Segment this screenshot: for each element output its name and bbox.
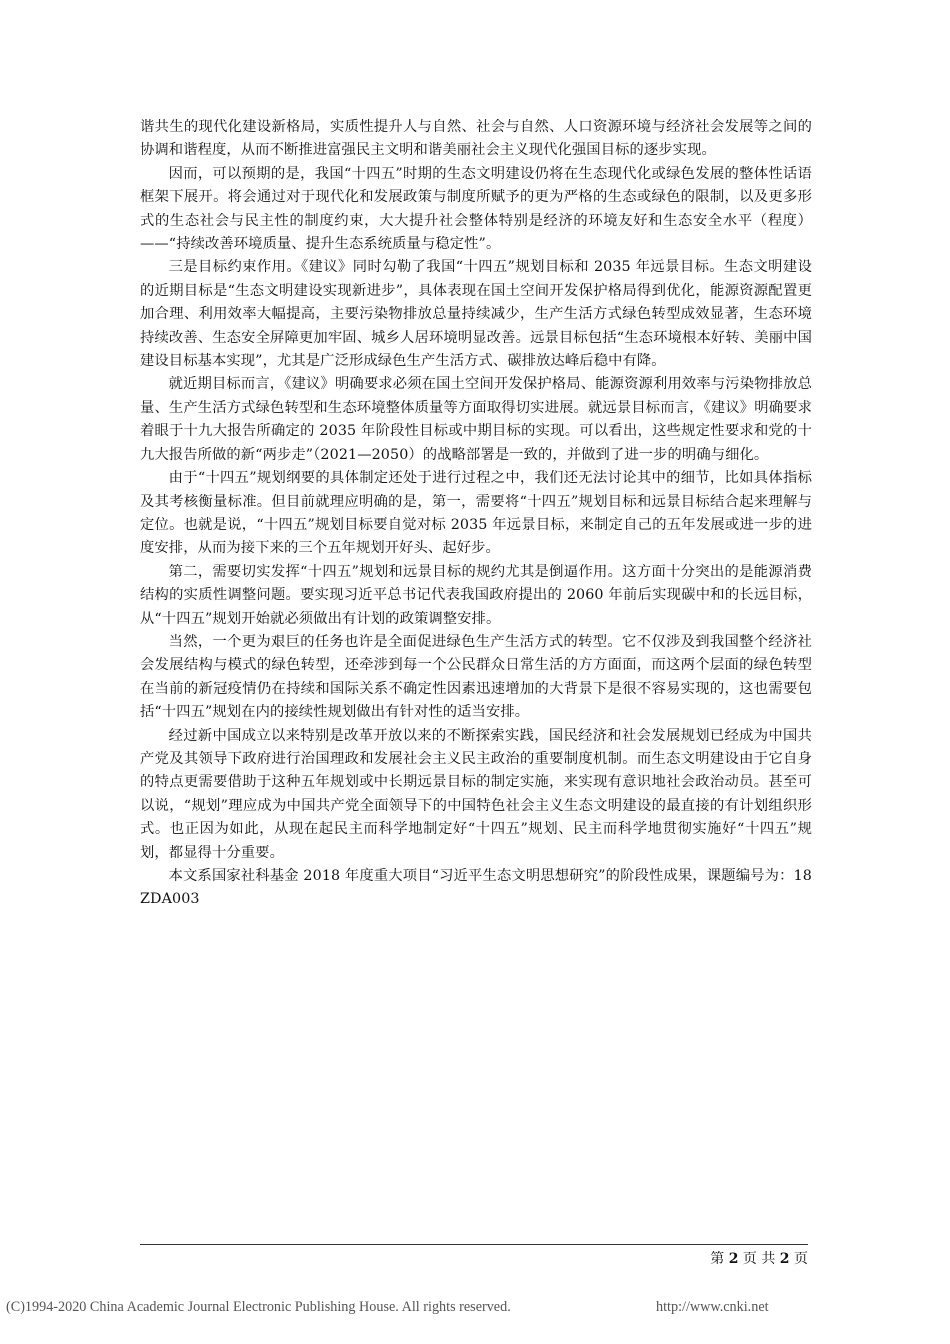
funding-note: 本文系国家社科基金 2018 年度重大项目“习近平生态文明思想研究”的阶段性成果，课题编号为：18ZDA003 (140, 868, 812, 908)
page-number (710, 1250, 808, 1268)
body-paragraph: 因而，可以预期的是，我国“十四五”时期的生态文明建设仍将在生态现代化或绿色发展的整体性话语框架下展开。将会通过对于现代化和发展政策与制度所赋予的更为严格的生态或绿色的限制，以及更多形式的生态社会与民主性的制度约束，大大提升社会整体特别是经济的环境友好和生态安全水平（程度）——“持续改善环境质量、提升生态系统质量与稳定性”。 (140, 165, 812, 253)
footer-divider (140, 1244, 808, 1245)
body-paragraph: 由于“十四五”规划纲要的具体制定还处于进行过程之中，我们还无法讨论其中的细节，比如具体指标及其考核衡量标准。但目前就理应明确的是，第一，需要将“十四五”规划目标和远景目标结合起来理解与定位。也就是说，“十四五”规划目标要自觉对标 2035 年远景目标，来制定自己的五年发展或进一步的进度安排，从而为接下来的三个五年规划开好头、起好步。 (140, 470, 812, 557)
cnki-url: http://www.cnki.net (656, 1299, 769, 1315)
body-paragraph: 就近期目标而言，《建议》明确要求必须在国土空间开发保护格局、能源资源利用效率与污染物排放总量、生产生活方式绿色转型和生态环境整体质量等方面取得切实进展。就远景目标而言，《建议》明确要求着眼于十九大报告所确定的 2035 年阶段性目标或中期目标的实现。可以看出，这些规定性要求和党的十九大报告所做的新“两步走”（2021—2050）的战略部署是一致的，并做到了进一步的明确与细化。 (140, 376, 812, 463)
total-pages: 2 (779, 1251, 790, 1267)
page-label-suffix: 页 (794, 1251, 808, 1267)
body-paragraph: 第二，需要切实发挥“十四五”规划和远景目标的规约尤其是倒逼作用。这方面十分突出的是能源消费结构的实质性调整问题。要实现习近平总书记代表我国政府提出的 2060 年前后实现碳中和的长远目标，从“十四五”规划开始就必须做出有计划的政策调整安排。 (140, 563, 812, 627)
body-paragraph: 经过新中国成立以来特别是改革开放以来的不断探索实践，国民经济和社会发展规划已经成为中国共产党及其领导下政府进行治国理政和发展社会主义民主政治的重要制度机制。而生态文明建设由于它自身的特点更需要借助于这种五年规划或中长期远景目标的制定实施，来实现有意识地社会政治动员。甚至可以说，“规划”理应成为中国共产党全面领导下的中国特色社会主义生态文明建设的最直接的有计划组织形式。也正因为如此，从现在起民主而科学地制定好“十四五”规划、民主而科学地贯彻实施好“十四五”规划，都显得十分重要。 (140, 727, 812, 861)
article-body (140, 116, 812, 912)
body-paragraph: 谐共生的现代化建设新格局，实质性提升人与自然、社会与自然、人口资源环境与经济社会发展等之间的协调和谐程度，从而不断推进富强民主文明和谐美丽社会主义现代化强国目标的逐步实现。 (140, 119, 812, 159)
page-label-prefix: 第 (710, 1251, 725, 1267)
copyright-text: (C)1994-2020 China Academic Journal Electronic Publishing House. All rights reserved. (6, 1299, 511, 1315)
current-page: 2 (728, 1251, 739, 1267)
page-label-middle: 页 共 (742, 1251, 776, 1267)
copyright-watermark (6, 1298, 769, 1316)
body-paragraph: 三是目标约束作用。《建议》同时勾勒了我国“十四五”规划目标和 2035 年远景目标。生态文明建设的近期目标是“生态文明建设实现新进步”，具体表现在国土空间开发保护格局得到优化，能源资源配置更加合理、利用效率大幅提高，主要污染物排放总量持续减少，生产生活方式绿色转型成效显著，生态环境持续改善、生态安全屏障更加牢固、城乡人居环境明显改善。远景目标包括“生态环境根本好转、美丽中国建设目标基本实现”，尤其是广泛形成绿色生产生活方式、碳排放达峰后稳中有降。 (140, 259, 812, 370)
body-paragraph: 当然，一个更为艰巨的任务也许是全面促进绿色生产生活方式的转型。它不仅涉及到我国整个经济社会发展结构与模式的绿色转型，还牵涉到每一个公民群众日常生活的方方面面，而这两个层面的绿色转型在当前的新冠疫情仍在持续和国际关系不确定性因素迅速增加的大背景下是很不容易实现的，这也需要包括“十四五”规划在内的接续性规划做出有针对性的适当安排。 (140, 633, 812, 721)
